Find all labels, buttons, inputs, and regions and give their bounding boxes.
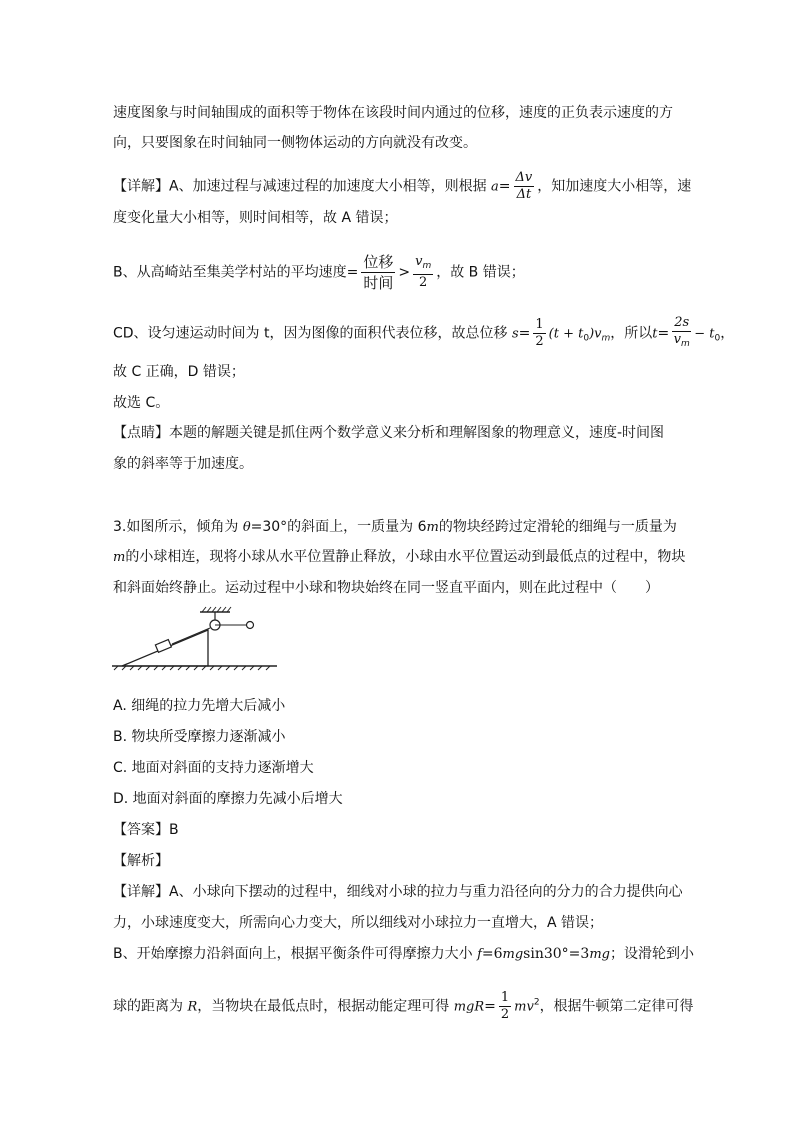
text: ，所以	[610, 325, 653, 342]
text: B、开始摩擦力沿斜面向上，根据平衡条件可得摩擦力大小	[113, 946, 473, 962]
option-c: C. 地面对斜面的支持力逐渐增大	[113, 760, 314, 776]
numerator: 位移	[363, 253, 394, 271]
text-line: 和斜面始终静止。运动过程中小球和物块始终在同一竖直平面内，则在此过程中（ ）	[113, 580, 659, 596]
math-m: m	[113, 550, 126, 565]
superscript: 2	[533, 997, 540, 1008]
math: =6	[481, 946, 503, 962]
subscript: m	[601, 333, 611, 344]
detail-b-line	[113, 252, 525, 293]
text-line: 故选 C。	[113, 395, 170, 411]
math-eq: =	[498, 178, 511, 195]
math-mgr: mgR	[453, 999, 485, 1015]
math: =3	[568, 946, 590, 962]
math: sin30°	[523, 946, 569, 962]
math-eq: =	[518, 325, 531, 342]
numerator: 2s	[674, 315, 690, 330]
subscript: 0	[583, 333, 590, 344]
numerator	[413, 254, 433, 275]
text: =30°的斜面上，一质量为 6	[250, 519, 427, 535]
incline-pulley-diagram	[112, 606, 282, 676]
math-gt: >	[398, 264, 411, 281]
option-b: B. 物块所受摩擦力逐渐减小	[113, 729, 286, 745]
math-r: R	[187, 999, 198, 1015]
text: 的小球相连，现将小球从水平位置静止释放，小球由水平位置运动到最低点的过程中，物块	[125, 549, 686, 565]
denominator	[672, 332, 691, 352]
subscript: m	[681, 339, 690, 349]
detail-line	[113, 990, 694, 1023]
text: ，	[720, 325, 735, 342]
text: A、小球向下摆动的过程中，细线对小球的拉力与重力沿径向的分力的合力提供向心	[169, 884, 683, 900]
math-paren: (t + t	[548, 326, 584, 342]
section-head: 【详解】	[113, 178, 169, 195]
math-theta: θ	[242, 520, 251, 535]
option-d: D. 地面对斜面的摩擦力先减小后增大	[113, 791, 343, 807]
numerator: 1	[535, 317, 544, 332]
math-v: v	[594, 326, 602, 342]
text-line: 向，只要图象在时间轴同一侧物体运动的方向就没有改变。	[113, 135, 477, 151]
math-f: f	[477, 947, 482, 962]
denominator: 2	[535, 334, 544, 349]
analysis-head: 【解析】	[113, 853, 169, 869]
question-line	[113, 517, 677, 538]
denominator: 2	[419, 275, 428, 290]
text: ，故 B 错误；	[436, 264, 525, 281]
math-paren: )	[589, 326, 595, 342]
math-mg: mg	[589, 947, 610, 962]
text: 3.如图所示，倾角为	[113, 519, 239, 535]
text: CD、设匀速运动时间为 t，因为图像的面积代表位移，故总位移	[113, 325, 508, 342]
fraction	[413, 254, 433, 291]
text: 球的距离为	[113, 998, 183, 1015]
fraction	[499, 990, 511, 1023]
text: B、从高崎站至集美学村站的平均速度=	[113, 264, 359, 281]
section-head: 【详解】	[113, 884, 169, 900]
text-line: 力，小球速度变大，所需向心力变大，所以细线对小球拉力一直增大，A 错误；	[113, 915, 604, 931]
text-line: 度变化量大小相等，则时间相等，故 A 错误；	[113, 210, 398, 226]
denominator: 时间	[363, 274, 394, 292]
text: ，当物块在最低点时，根据动能定理可得	[197, 998, 450, 1015]
math-v: v	[673, 332, 682, 347]
answer-line	[113, 820, 179, 840]
subscript: 0	[714, 333, 721, 344]
section-head: 【点睛】	[113, 425, 169, 441]
detail-line	[113, 944, 694, 965]
math-minus: − t	[694, 326, 715, 342]
subscript: m	[422, 261, 432, 271]
numerator: Δv	[515, 170, 533, 185]
math-v: v	[415, 254, 423, 269]
answer-value: B	[169, 822, 179, 838]
fraction	[361, 252, 395, 293]
question-line	[113, 547, 685, 568]
option-a: A. 细绳的拉力先增大后减小	[113, 698, 286, 714]
math-mv: mv	[514, 999, 534, 1015]
text-line: 象的斜率等于加速度。	[113, 456, 253, 472]
fraction	[533, 317, 545, 350]
point-line	[113, 423, 664, 443]
denominator: Δt	[516, 187, 532, 202]
fraction	[514, 170, 535, 203]
math-t: t	[652, 326, 658, 342]
math-mg: mg	[502, 947, 524, 962]
math-m: m	[426, 520, 439, 535]
math-eq: =	[657, 325, 670, 342]
text-line: 速度图象与时间轴围成的面积等于物体在该段时间内通过的位移，速度的正负表示速度的方	[113, 105, 673, 121]
detail-a-line	[113, 170, 691, 203]
text: 本题的解题关键是抓住两个数学意义来分析和理解图象的物理意义，速度-时间图	[169, 425, 665, 441]
section-head: 【答案】	[113, 822, 169, 838]
text: ；设滑轮到小	[609, 946, 694, 962]
math-a: a	[491, 179, 499, 195]
text: ，根据牛顿第二定律可得	[539, 998, 694, 1015]
detail-line	[113, 882, 683, 902]
math-eq: =	[484, 998, 496, 1015]
math-s: s	[511, 326, 519, 342]
text: A、加速过程与减速过程的加速度大小相等，则根据	[169, 178, 487, 195]
text: ，知加速度大小相等，速	[537, 178, 692, 195]
text: 的物块经跨过定滑轮的细绳与一质量为	[438, 519, 677, 535]
numerator: 1	[500, 990, 510, 1005]
denominator: 2	[500, 1007, 510, 1022]
detail-cd-line	[113, 315, 734, 352]
text-line: 故 C 正确，D 错误；	[113, 364, 245, 380]
fraction	[672, 315, 691, 352]
